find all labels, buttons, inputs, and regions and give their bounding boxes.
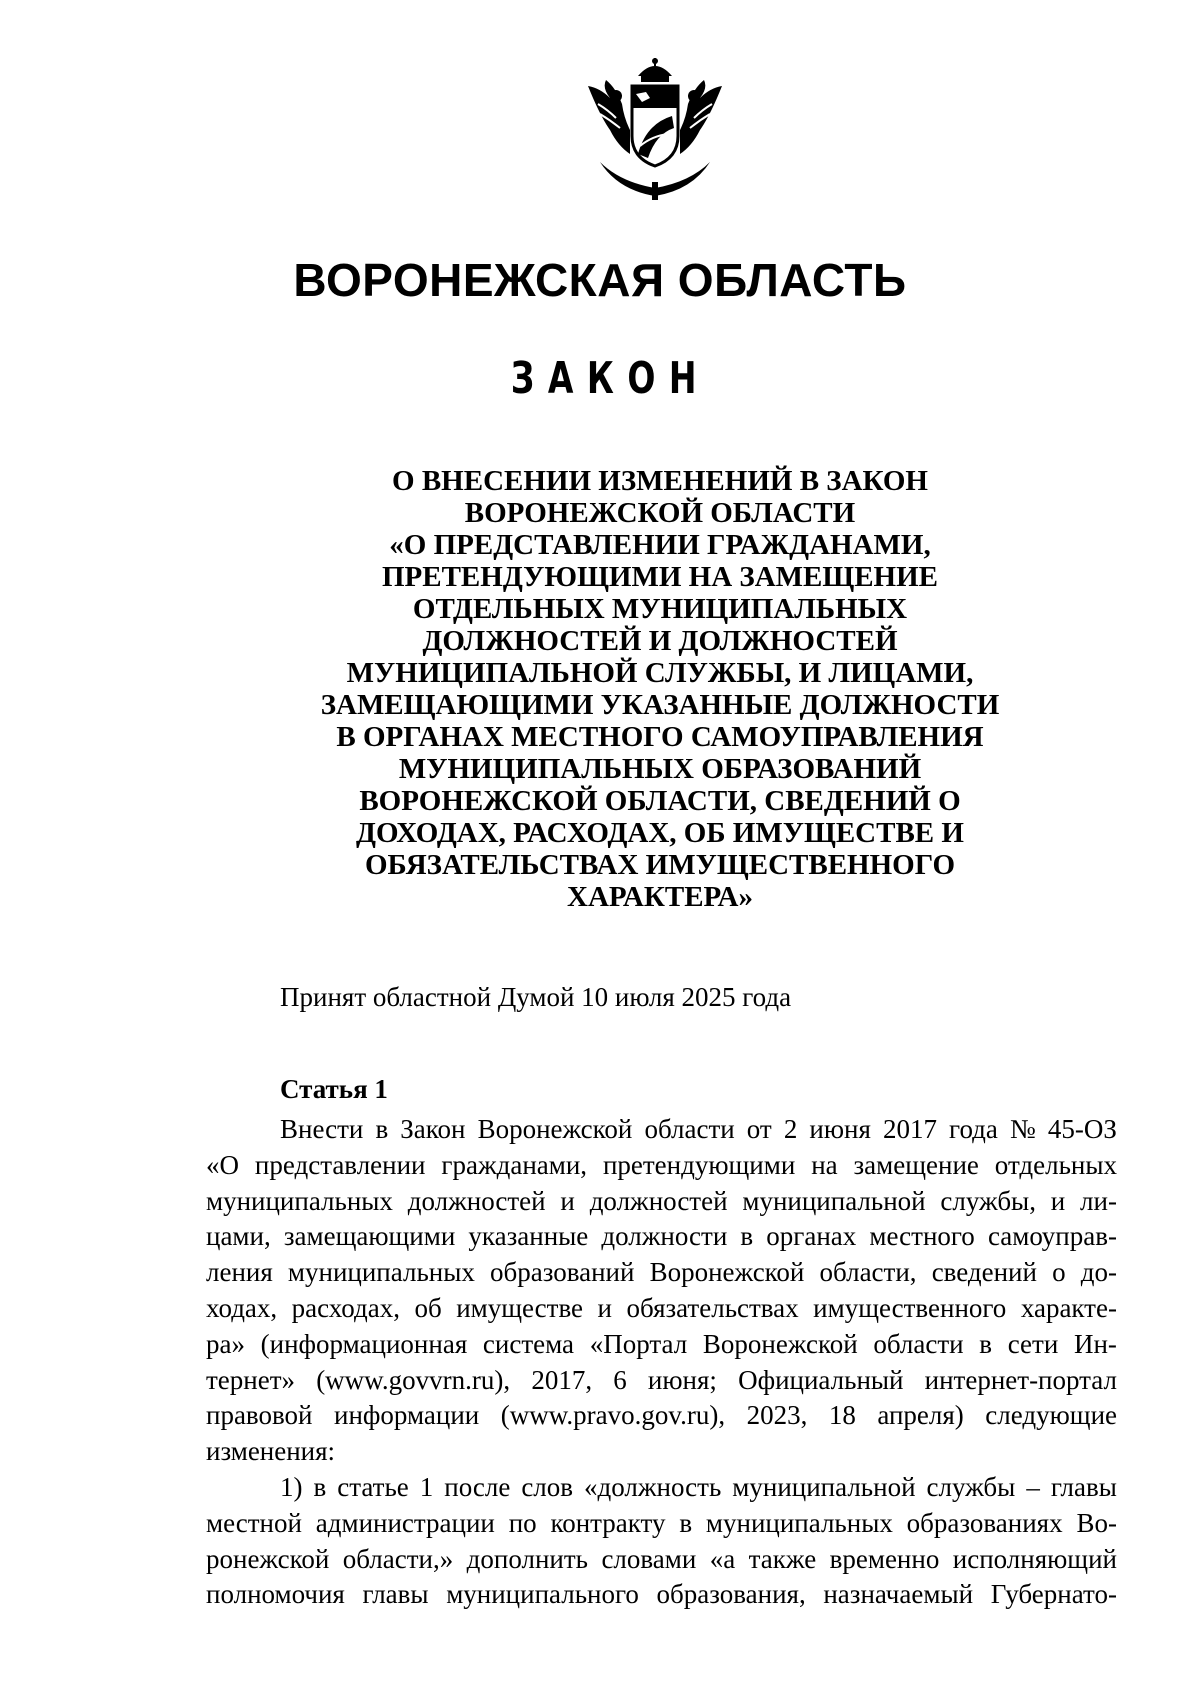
word: ра» (206, 1328, 245, 1359)
word: представлении (254, 1149, 426, 1180)
article-line (206, 1327, 1117, 1363)
word: и (597, 1292, 612, 1323)
word: Внести (280, 1114, 364, 1144)
word: характе- (1020, 1292, 1117, 1323)
word: до- (1080, 1257, 1117, 1288)
word: Воронежской (649, 1257, 805, 1288)
word: статье (337, 1471, 409, 1502)
word: муниципального (446, 1579, 639, 1610)
word: сети (1007, 1328, 1059, 1359)
word: 2 (783, 1114, 798, 1144)
word: муниципальной (732, 1471, 916, 1502)
word: 1 (419, 1471, 434, 1502)
word: муниципальных (705, 1507, 893, 1538)
title-line: ДОХОДАХ, РАСХОДАХ, ОБ ИМУЩЕСТВЕ И (356, 817, 964, 849)
word: местной (206, 1507, 302, 1538)
title-line: ВОРОНЕЖСКОЙ ОБЛАСТИ (464, 497, 856, 529)
article-line (206, 1470, 1117, 1506)
word: в (313, 1471, 327, 1502)
word: 2023, (746, 1400, 808, 1431)
article-line (206, 1219, 1117, 1255)
word: июня; (647, 1364, 717, 1395)
article-line (206, 1184, 1117, 1220)
word: отдельных (994, 1149, 1117, 1180)
word: главы (362, 1579, 429, 1610)
word: о (1052, 1257, 1066, 1288)
article-line (206, 1506, 1117, 1542)
word: ронежской (206, 1543, 330, 1574)
word: об (414, 1292, 442, 1323)
article-line (206, 1112, 1117, 1148)
word: «должность (584, 1471, 722, 1502)
adoption-date: Принят областной Думой 10 июля 2025 года (280, 982, 792, 1012)
word: также (748, 1543, 817, 1574)
title-line: МУНИЦИПАЛЬНОЙ СЛУЖБЫ, И ЛИЦАМИ, (346, 657, 974, 689)
word: имуществе (456, 1292, 584, 1323)
word: (www.govvrn.ru), (316, 1364, 511, 1395)
word: сведений (931, 1257, 1037, 1288)
word: службы, (940, 1185, 1036, 1216)
word: назначаемый (823, 1579, 974, 1610)
word: контракту (550, 1507, 666, 1538)
word: и (1050, 1185, 1066, 1216)
word: тернет» (206, 1364, 296, 1395)
word: Воронежской (477, 1114, 633, 1144)
word: 2017 (882, 1114, 937, 1144)
word: администрации (315, 1507, 495, 1538)
article-line (206, 1398, 1117, 1434)
word: следующие (985, 1400, 1117, 1431)
article-line (206, 1291, 1117, 1327)
word: в (740, 1221, 754, 1252)
word: области (873, 1328, 964, 1359)
word: муниципальной (742, 1185, 926, 1216)
word: «а (709, 1543, 736, 1574)
word: органах (766, 1221, 857, 1252)
word: № (1009, 1114, 1036, 1144)
word: июня (809, 1114, 871, 1144)
word: информации (334, 1400, 480, 1431)
word: дополнить (466, 1543, 588, 1574)
word: 2017, (531, 1364, 593, 1395)
word: 6 (613, 1364, 627, 1395)
word: муниципальных (206, 1185, 393, 1216)
word: ления (206, 1257, 273, 1288)
word: области,» (342, 1543, 454, 1574)
word: замещение (853, 1149, 979, 1180)
word: службы (926, 1471, 1016, 1502)
title-line: ВОРОНЕЖСКОЙ ОБЛАСТИ, СВЕДЕНИЙ О (359, 785, 961, 817)
title-line: ОБЯЗАТЕЛЬСТВАХ ИМУЩЕСТВЕННОГО (364, 849, 956, 881)
word: «О (206, 1149, 239, 1180)
word: и (560, 1185, 575, 1216)
article-line (206, 1542, 1117, 1578)
word: (www.pravo.gov.ru), (500, 1400, 726, 1431)
title-line: О ВНЕСЕНИИ ИЗМЕНЕНИЙ В ЗАКОН (392, 465, 928, 497)
word: правовой (206, 1400, 313, 1431)
word: главы (1050, 1471, 1117, 1502)
word: полномочия (206, 1579, 345, 1610)
word: должностей (589, 1185, 728, 1216)
title-line: ХАРАКТЕРА» (567, 881, 753, 913)
word: области, (819, 1257, 917, 1288)
word: временно (829, 1543, 940, 1574)
word: система (482, 1328, 575, 1359)
title-line: В ОРГАНАХ МЕСТНОГО САМОУПРАВЛЕНИЯ (336, 721, 984, 753)
word: интернет-портал (924, 1364, 1117, 1395)
word: от (746, 1114, 772, 1144)
word: словами (601, 1543, 697, 1574)
coat-of-arms-icon (580, 58, 730, 200)
word: области (644, 1114, 735, 1144)
word: – (1026, 1471, 1040, 1502)
word: ли- (1080, 1185, 1117, 1216)
word: Во- (1076, 1507, 1117, 1538)
word: слов (521, 1471, 574, 1502)
document-type: ЗАКОН (510, 353, 711, 404)
word: апреля) (877, 1400, 964, 1431)
word: в (375, 1114, 389, 1144)
word: указанные (468, 1221, 589, 1252)
word: после (444, 1471, 511, 1502)
word: в (679, 1507, 693, 1538)
word: обязательствах (626, 1292, 799, 1323)
article-line: изменения: (206, 1436, 336, 1467)
title-line: ДОЛЖНОСТЕЙ И ДОЛЖНОСТЕЙ (422, 625, 898, 657)
word: в (979, 1328, 993, 1359)
word: местного (869, 1221, 975, 1252)
title-line: МУНИЦИПАЛЬНЫХ ОБРАЗОВАНИЙ (398, 753, 922, 785)
word: по (508, 1507, 537, 1538)
word: образования, (656, 1579, 806, 1610)
title-line: ОТДЕЛЬНЫХ МУНИЦИПАЛЬНЫХ (412, 593, 908, 625)
word: должностей (407, 1185, 546, 1216)
word: ходах, (206, 1292, 278, 1323)
word: «Портал (589, 1328, 688, 1359)
word: года (949, 1114, 998, 1144)
word: муниципальных (287, 1257, 475, 1288)
word: Губернато- (990, 1579, 1117, 1610)
word: самоуправ- (987, 1221, 1117, 1252)
word: образований (490, 1257, 635, 1288)
article-heading: Статья 1 (280, 1074, 388, 1104)
region-name: ВОРОНЕЖСКАЯ ОБЛАСТЬ (293, 254, 907, 306)
word: образованиях (906, 1507, 1063, 1538)
word: 1) (280, 1471, 303, 1502)
title-line: ЗАМЕЩАЮЩИМИ УКАЗАННЫЕ ДОЛЖНОСТИ (320, 689, 1000, 721)
title-line: ПРЕТЕНДУЮЩИМИ НА ЗАМЕЩЕНИЕ (381, 561, 939, 593)
law-title (300, 465, 1020, 913)
title-line: «О ПРЕДСТАВЛЕНИИ ГРАЖДАНАМИ, (389, 529, 931, 561)
article-body (206, 1112, 1117, 1613)
word: Закон (400, 1114, 466, 1144)
word: цами, (206, 1221, 271, 1252)
word: исполняющий (952, 1543, 1117, 1574)
word: на (811, 1149, 838, 1180)
word: претендующими (602, 1149, 796, 1180)
word: Официальный (738, 1364, 904, 1395)
word: расходах, (291, 1292, 400, 1323)
word: гражданами, (441, 1149, 588, 1180)
article-line (206, 1363, 1117, 1399)
word: 18 (828, 1400, 856, 1431)
word: замещающими (283, 1221, 456, 1252)
word: Ин- (1073, 1328, 1117, 1359)
word: имущественного (813, 1292, 1007, 1323)
article-line (206, 1577, 1117, 1613)
word: (информационная (260, 1328, 468, 1359)
word: должности (601, 1221, 728, 1252)
article-line (206, 1148, 1117, 1184)
article-line (206, 1255, 1117, 1291)
word: 45-ОЗ (1047, 1114, 1117, 1144)
word: Воронежской (702, 1328, 858, 1359)
coat-of-arms-icon-graphic (580, 58, 730, 200)
